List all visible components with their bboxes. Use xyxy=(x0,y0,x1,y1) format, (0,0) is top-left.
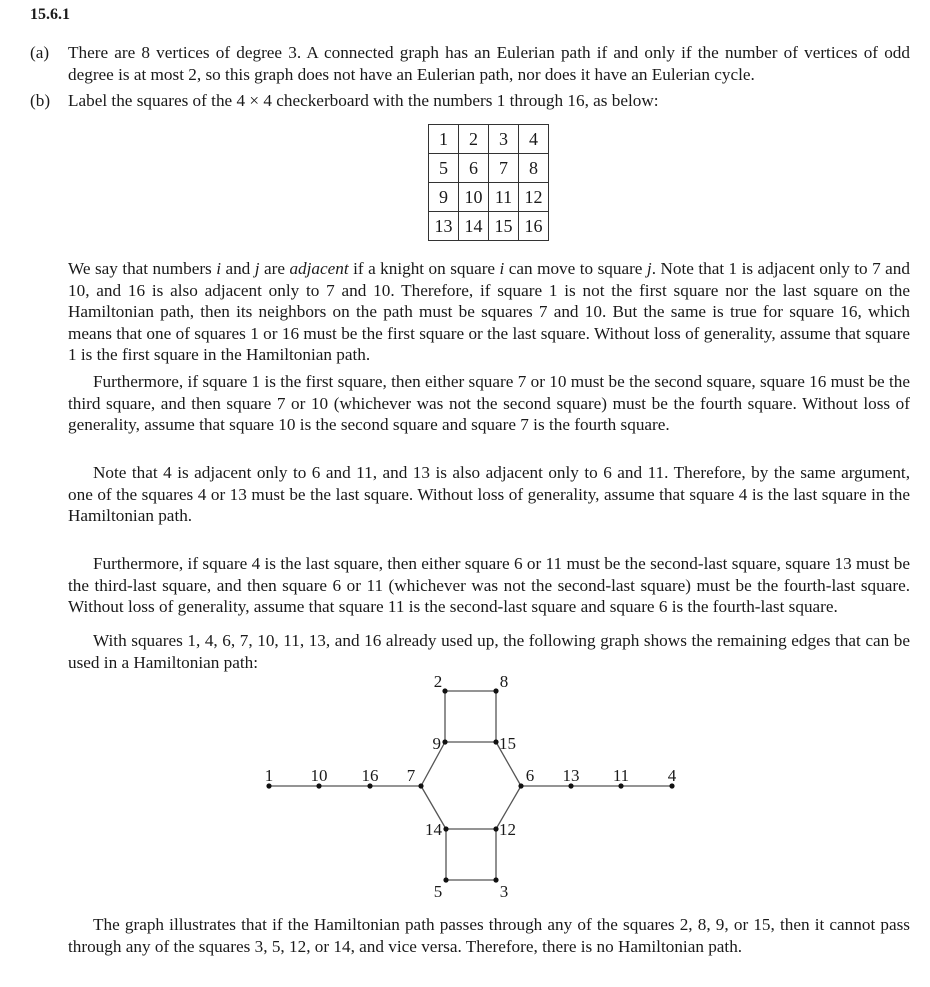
vertex-label: 13 xyxy=(562,766,580,785)
graph-vertex xyxy=(418,783,423,788)
board-cell: 13 xyxy=(429,212,459,241)
board-cell: 8 xyxy=(519,154,549,183)
graph-vertex xyxy=(493,877,498,882)
board-cell: 11 xyxy=(489,183,519,212)
vertex-label: 9 xyxy=(432,734,441,753)
board-cell: 10 xyxy=(459,183,489,212)
problem-number: 15.6.1 xyxy=(30,6,70,23)
vertex-label: 16 xyxy=(361,766,379,785)
vertex-label: 4 xyxy=(667,766,677,785)
math-i: i xyxy=(216,259,221,278)
graph-vertex xyxy=(443,826,448,831)
text-run: are xyxy=(259,259,290,278)
board-cell: 7 xyxy=(489,154,519,183)
vertex-label: 12 xyxy=(499,820,516,839)
paragraph-remaining-edges: With squares 1, 4, 6, 7, 10, 11, 13, and 16 already used up, the following graph shows the remaining edges that can be used in a Hamiltonian path: xyxy=(68,631,910,672)
board-cell: 4 xyxy=(519,125,549,154)
graph-vertex xyxy=(518,783,523,788)
vertex-label: 11 xyxy=(612,766,630,785)
math-j: j xyxy=(254,259,260,278)
graph-vertex xyxy=(442,739,447,744)
board-cell: 3 xyxy=(489,125,519,154)
graph-vertex xyxy=(493,739,498,744)
text-run: We say that numbers xyxy=(68,259,217,278)
vertex-label: 7 xyxy=(406,766,416,785)
graph-vertex xyxy=(442,688,447,693)
vertex-label: 1 xyxy=(264,766,274,785)
part-a-text: There are 8 vertices of degree 3. A connected graph has an Eulerian path if and only if the number of vertices of odd degree is at most 2, so this graph does not have an Eulerian path, nor does it have an Eulerian cycle. xyxy=(68,43,910,84)
board-cell: 16 xyxy=(519,212,549,241)
board-cell: 15 xyxy=(489,212,519,241)
vertex-label: 2 xyxy=(433,672,443,691)
board-cell: 14 xyxy=(459,212,489,241)
board-cell: 1 xyxy=(429,125,459,154)
vertex-label: 10 xyxy=(310,766,328,785)
part-b-text: Label the squares of the 4 × 4 checkerboard with the numbers 1 through 16, as below: xyxy=(68,91,659,110)
paragraph-last-square: Note that 4 is adjacent only to 6 and 11, and 13 is also adjacent only to 6 and 11. Therefore, by the same argument, one of the squares 4 or 13 must be the last square. Without loss of generality, assume that square 4 is the last square in the Hamiltonian path. xyxy=(68,463,910,526)
board-cell: 6 xyxy=(459,154,489,183)
vertex-label: 5 xyxy=(433,882,443,901)
graph-vertex xyxy=(493,826,498,831)
text-run: and xyxy=(221,259,255,278)
term-adjacent: adjacent xyxy=(289,259,349,278)
vertex-label: 3 xyxy=(499,882,509,901)
text-run: if a knight on square xyxy=(348,259,500,278)
part-a-label: (a) xyxy=(30,43,50,62)
vertex-label: 14 xyxy=(425,820,442,839)
board-cell: 12 xyxy=(519,183,549,212)
math-j: j xyxy=(646,259,652,278)
graph-edges xyxy=(269,691,672,880)
paragraph-first-square: Furthermore, if square 1 is the first square, then either square 7 or 10 must be the second square, square 16 must be the third square, and then square 7 or 10 (whichever was not the second square) must be the fourth square. Without loss of generality, assume that square 10 is the second square and square 7 is the fourth square. xyxy=(68,372,910,435)
vertex-label: 6 xyxy=(525,766,535,785)
graph-vertex xyxy=(493,688,498,693)
paragraph-fourth-last: Furthermore, if square 4 is the last square, then either square 6 or 11 must be the second-last square, square 13 must be the third-last square, and then square 6 or 11 (whichever was not the second-last square) must be the fourth-last square. Without loss of generality, assume that square 11 is the second-last square and square 6 is the fourth-last square. xyxy=(68,554,910,617)
math-i: i xyxy=(499,259,505,278)
paragraph-conclusion: The graph illustrates that if the Hamiltonian path passes through any of the squares 2, 8, 9, or 15, then it cannot pass through any of the squares 3, 5, 12, or 14, and vice versa. Therefore, there is no Hamiltonian path. xyxy=(68,915,910,956)
text-run: . Note that 1 is adjacent only to 7 and 10, and 16 is also adjacent only to 7 and 10. Therefore, if square 1 is not the first square nor the last square on the Hamiltonian path, then its neighbors on the path must be squares 7 and 10. But the same is true for square 16, which means that one of squares 1 or 16 must be the first square or the last square. Without loss of generality, assume that square 1 is the first square in the Hamiltonian path. xyxy=(68,259,910,365)
board-cell: 2 xyxy=(459,125,489,154)
graph-vertex xyxy=(443,877,448,882)
text-run: can move to square xyxy=(504,259,647,278)
vertex-label: 15 xyxy=(499,734,516,753)
part-b-label: (b) xyxy=(30,91,51,110)
board-cell: 9 xyxy=(429,183,459,212)
vertex-label: 8 xyxy=(499,672,509,691)
board-cell: 5 xyxy=(429,154,459,183)
